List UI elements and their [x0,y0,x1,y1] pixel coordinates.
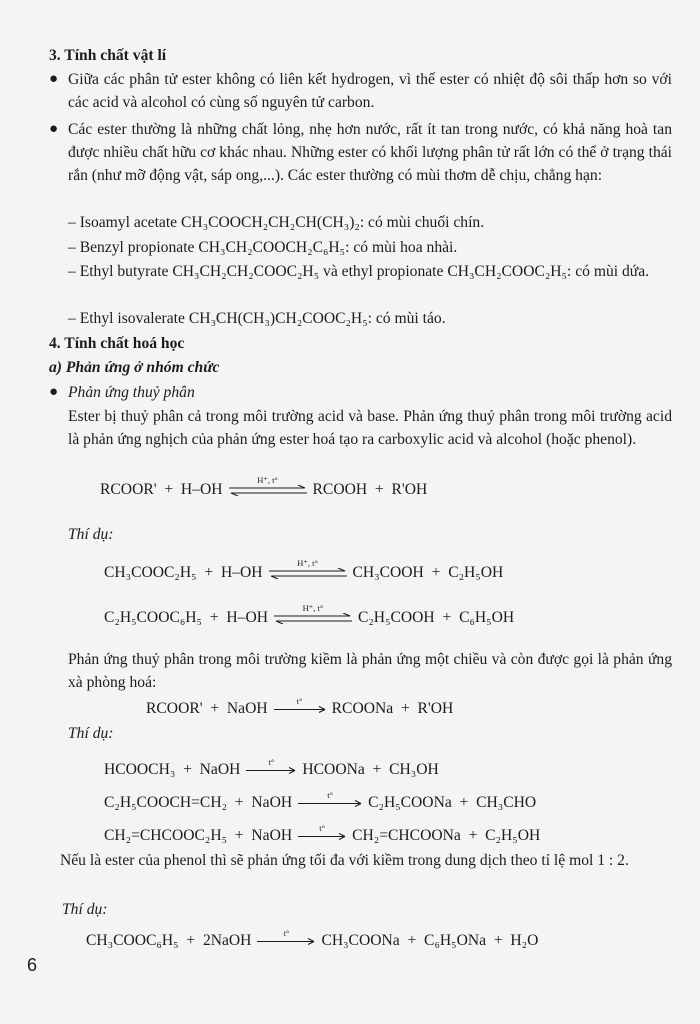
bullet-dot: ● [49,71,59,87]
bullet-dot: ● [49,121,59,137]
reversible-arrow: H⁺, t° [274,604,352,624]
reversible-arrow: H⁺, t° [269,559,347,579]
paragraph-phenol-ester: Nếu là ester của phenol thì sẽ phản ứng tối đa với kiềm trong dung dịch theo tỉ lệ mol 1 : 2. [60,852,629,869]
ester-example-isoamyl: – Isoamyl acetate CH₃COOCH₂CH₂CH(CH₃)₂: có mùi chuối chín. [68,214,485,231]
forward-arrow: t° [274,697,326,713]
subsection-a-heading: a) Phản ứng ở nhóm chức [49,359,220,376]
example-label: Thí dụ: [68,725,114,742]
paragraph-saponification: Phản ứng thuỷ phân trong môi trường kiềm là phản ứng một chiều và còn được gọi là phản ứng xà phòng hoá: [68,651,672,691]
forward-arrow: t° [257,929,315,945]
equation-general-saponification: RCOOR' + NaOH t° RCOONa + R'OH [146,696,454,717]
equation-ethyl-acetate-hydrolysis: CH₃COOC₂H₅ + H–OH H⁺, t° CH₃COOH + C₂H₅OH [104,558,504,581]
ester-example-ethyl-butyrate: – Ethyl butyrate CH₃CH₂CH₂COOC₂H₅ và ethyl propionate CH₃CH₂COOC₂H₅: có mùi dứa. [68,263,650,280]
forward-arrow: t° [298,824,346,840]
page-number: 6 [27,955,38,975]
reversible-arrow: H⁺, t° [229,476,307,496]
section-3-heading: 3. Tính chất vật lí [49,47,167,64]
equation-methyl-formate-saponification: HCOOCH₃ + NaOH t° HCOONa + CH₃OH [104,757,439,778]
ester-example-benzyl: – Benzyl propionate CH₃CH₂COOCH₂C₆H₅: có mùi hoa nhài. [68,239,458,256]
ester-example-ethyl-isovalerate: – Ethyl isovalerate CH₃CH(CH₃)CH₂COOC₂H₅: có mùi táo. [68,310,446,327]
equation-vinyl-propionate-saponification: C₂H₅COOCH=CH₂ + NaOH t° C₂H₅COONa + CH₃CHO [104,790,537,811]
equation-phenyl-propionate-hydrolysis: C₂H₅COOC₆H₅ + H–OH H⁺, t° C₂H₅COOH + C₆H₅OH [104,603,515,626]
example-label: Thí dụ: [62,901,108,918]
forward-arrow: t° [246,758,296,774]
equation-ethyl-acrylate-saponification: CH₂=CHCOOC₂H₅ + NaOH t° CH₂=CHCOONa + C₂H₅OH [104,823,541,844]
paragraph-physical-state: Các ester thường là những chất lỏng, nhẹ hơn nước, rất ít tan trong nước, có khả năng hoà tan được nhiều chất hữu cơ khác nhau. Những ester có khối lượng phân tử rất lớn có thể ở trạng thái rắn (như mỡ động vật, sáp ong,...). Các ester thường có mùi thơm dễ chịu, chẳng hạn: [68,121,672,184]
section-4-heading: 4. Tính chất hoá học [49,335,185,352]
equation-general-acid-hydrolysis: RCOOR' + H–OH H⁺, t° RCOOH + R'OH [100,475,428,498]
example-label: Thí dụ: [68,526,114,543]
hydrolysis-heading: Phản ứng thuỷ phân [68,384,195,401]
paragraph-boiling-point: Giữa các phân tử ester không có liên kết hydrogen, vì thế ester có nhiệt độ sôi thấp hơn so với các acid và alcohol có cùng số nguyên tử carbon. [68,71,672,111]
paragraph-acid-hydrolysis: Ester bị thuỷ phân cả trong môi trường acid và base. Phản ứng thuỷ phân trong môi trường acid là phản ứng nghịch của phản ứng ester hoá tạo ra carboxylic acid và alcohol (hoặc phenol). [68,408,672,448]
equation-phenyl-acetate-saponification: CH₃COOC₆H₅ + 2NaOH t° CH₃COONa + C₆H₅ONa + H₂O [86,928,539,949]
bullet-dot: ● [49,384,59,400]
forward-arrow: t° [298,791,362,807]
